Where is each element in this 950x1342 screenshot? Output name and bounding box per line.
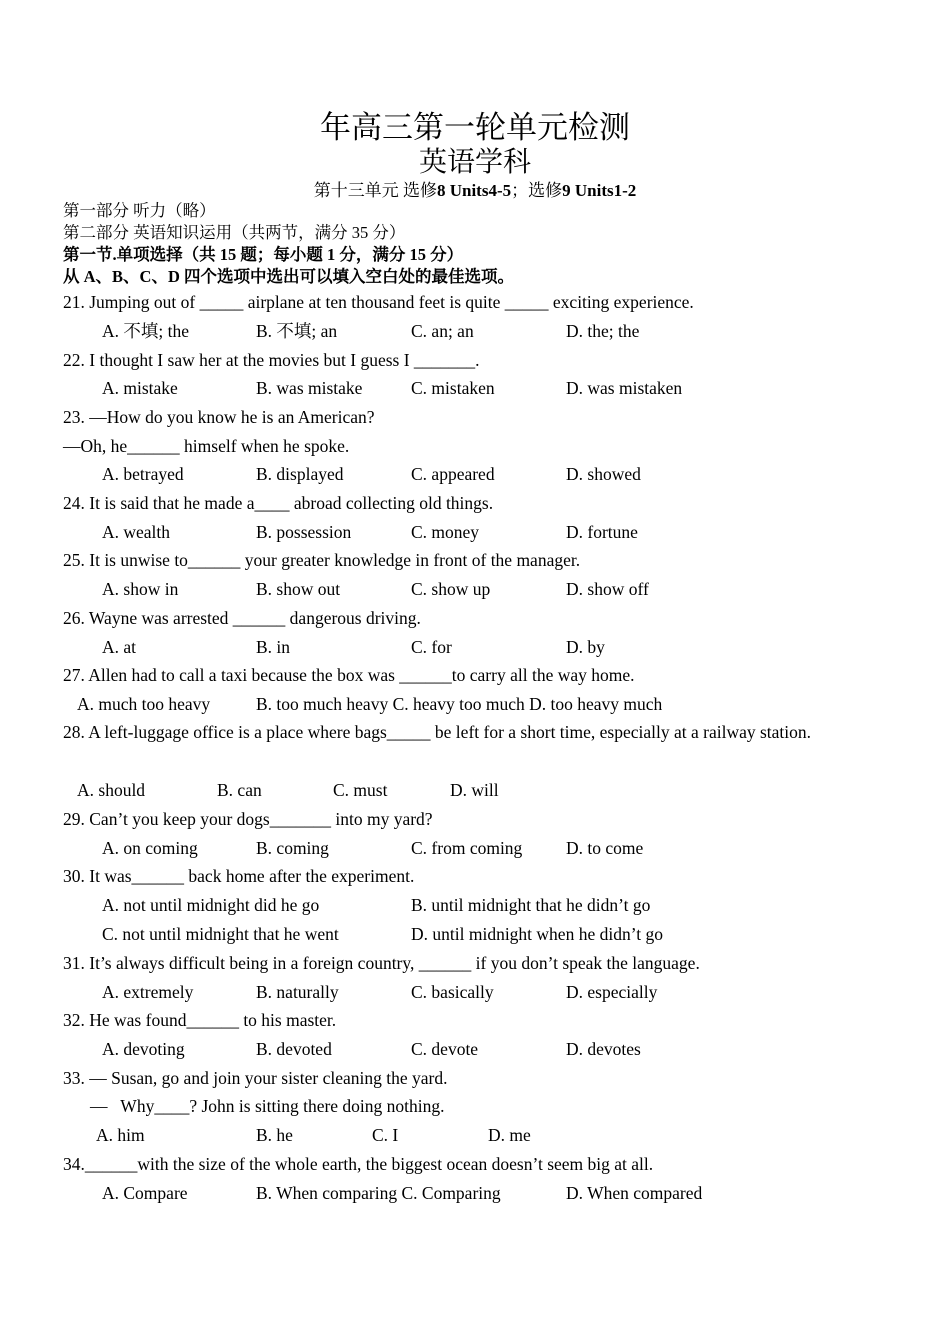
question-stem: 32. He was found______ to his master.	[63, 1010, 337, 1030]
option-a: A. wealth	[102, 522, 171, 542]
option-b: B. displayed	[256, 464, 344, 484]
exam-subject: 英语学科	[418, 147, 531, 178]
exam-title: 年高三第一轮单元检测	[320, 110, 630, 145]
option-c: C. must	[333, 780, 388, 800]
option-c: C. an; an	[411, 321, 474, 341]
option-b: B. until midnight that he didn’t go	[411, 895, 651, 915]
question-stem: 22. I thought I saw her at the movies but I guess I _______.	[63, 350, 480, 370]
option-bc: B. When comparing C. Comparing	[256, 1183, 501, 1203]
option-d: D. to come	[566, 838, 644, 858]
option-a: A. much too heavy	[77, 694, 211, 714]
option-d: D. especially	[566, 982, 658, 1002]
option-a: A. should	[77, 780, 146, 800]
option-c: C. mistaken	[411, 378, 495, 398]
option-c: C. appeared	[411, 464, 495, 484]
option-d: D. showed	[566, 464, 641, 484]
option-d: D. will	[450, 780, 499, 800]
question-stem: 26. Wayne was arrested ______ dangerous driving.	[63, 608, 421, 628]
option-b: B. in	[256, 637, 291, 657]
unit-b2: 9 Units1-2	[562, 181, 637, 200]
option-b: B. was mistake	[256, 378, 363, 398]
option-b: B. he	[256, 1125, 293, 1145]
option-d: D. show off	[566, 579, 649, 599]
option-d: D. me	[488, 1125, 531, 1145]
option-a: A. on coming	[102, 838, 198, 858]
option-b: B. can	[217, 780, 262, 800]
option-b: B. possession	[256, 522, 352, 542]
option-a: A. not until midnight did he go	[102, 895, 320, 915]
question-stem-continued: — Why____? John is sitting there doing nothing.	[90, 1096, 445, 1116]
question-stem-continued: —Oh, he______ himself when he spoke.	[63, 436, 350, 456]
question-stem: 24. It is said that he made a____ abroad collecting old things.	[63, 493, 494, 513]
unit-mid: ；选修	[511, 181, 563, 200]
unit-b1: 8 Units4-5	[436, 181, 512, 200]
option-a: A. Compare	[102, 1183, 188, 1203]
section1-heading: 第一节.单项选择（共 15 题；每小题 1 分，满分 15 分）	[63, 245, 464, 264]
option-c: C. for	[411, 637, 452, 657]
option-b: B. 不填; an	[256, 321, 338, 341]
option-b: B. coming	[256, 838, 329, 858]
option-a: A. at	[102, 637, 137, 657]
option-d: D. by	[566, 637, 605, 657]
option-a: A. betrayed	[102, 464, 184, 484]
option-a: A. devoting	[102, 1039, 185, 1059]
question-stem: 28. A left-luggage office is a place where bags_____ be left for a short time, especially at a railway station.	[63, 722, 812, 742]
question-stem: 29. Can’t you keep your dogs_______ into my yard?	[63, 809, 433, 829]
option-b: B. naturally	[256, 982, 339, 1002]
option-c: C. I	[372, 1125, 399, 1145]
option-a: A. show in	[102, 579, 179, 599]
question-stem: 33. — Susan, go and join your sister cleaning the yard.	[63, 1068, 448, 1088]
question-stem: 25. It is unwise to______ your greater knowledge in front of the manager.	[63, 550, 581, 570]
option-a: A. extremely	[102, 982, 194, 1002]
option-c: C. show up	[411, 579, 491, 599]
option-c: C. devote	[411, 1039, 479, 1059]
unit-line	[0, 180, 950, 202]
option-a: A. 不填; the	[102, 321, 190, 341]
unit-prefix: 第十三单元 选修	[313, 181, 437, 200]
question-stem: 30. It was______ back home after the experiment.	[63, 866, 415, 886]
option-b: B. devoted	[256, 1039, 332, 1059]
option-d: D. devotes	[566, 1039, 641, 1059]
option-c: C. not until midnight that he went	[102, 924, 339, 944]
option-d: D. When compared	[566, 1183, 703, 1203]
option-c: C. money	[411, 522, 480, 542]
option-a: A. him	[96, 1125, 145, 1145]
option-d: D. until midnight when he didn’t go	[411, 924, 663, 944]
question-stem: 21. Jumping out of _____ airplane at ten thousand feet is quite _____ exciting experience.	[63, 292, 694, 312]
option-c: C. basically	[411, 982, 494, 1002]
option-d: D. fortune	[566, 522, 638, 542]
option-d: D. was mistaken	[566, 378, 683, 398]
question-stem: 23. —How do you know he is an American?	[63, 407, 375, 427]
part2-heading: 第二部分 英语知识运用（共两节，满分 35 分）	[63, 223, 406, 242]
option-c: C. from coming	[411, 838, 523, 858]
option-a: A. mistake	[102, 378, 178, 398]
part1-heading: 第一部分 听力（略）	[63, 201, 216, 220]
question-stem: 34.______with the size of the whole earth, the biggest ocean doesn’t seem big at all.	[63, 1154, 654, 1174]
option-bcd: B. too much heavy C. heavy too much D. too heavy much	[256, 694, 663, 714]
instruction: 从 A、B、C、D 四个选项中选出可以填入空白处的最佳选项。	[63, 267, 515, 286]
question-stem: 27. Allen had to call a taxi because the box was ______to carry all the way home.	[63, 665, 635, 685]
question-stem: 31. It’s always difficult being in a foreign country, ______ if you don’t speak the language.	[63, 953, 700, 973]
option-d: D. the; the	[566, 321, 640, 341]
option-b: B. show out	[256, 579, 341, 599]
